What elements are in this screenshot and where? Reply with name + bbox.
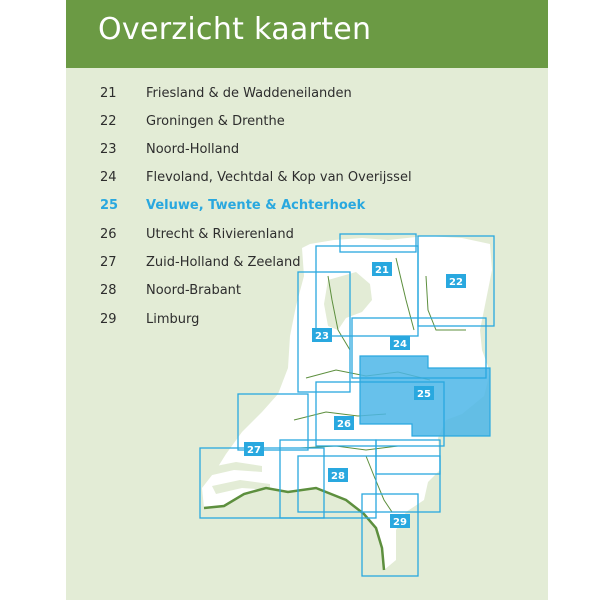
map-label-23: 23: [315, 331, 329, 342]
map-name: Flevoland, Vechtdal & Kop van Overijssel: [146, 170, 412, 185]
page-title: Overzicht kaarten: [98, 12, 372, 47]
map-number: 23: [100, 142, 117, 157]
map-label-28: 28: [331, 471, 345, 482]
map-number: 25: [100, 198, 119, 213]
map-number: 26: [100, 227, 117, 242]
map-label-26: 26: [337, 419, 351, 430]
map-label-22: 22: [449, 277, 463, 288]
map-label-24: 24: [393, 339, 407, 350]
map-number: 22: [100, 114, 117, 129]
map-number: 21: [100, 86, 117, 101]
map-name: Limburg: [146, 312, 200, 327]
map-name: Veluwe, Twente & Achterhoek: [146, 198, 366, 213]
map-label-21: 21: [375, 265, 389, 276]
map-name: Utrecht & Rivierenland: [146, 227, 294, 242]
map-number: 29: [100, 312, 117, 327]
map-name: Noord-Brabant: [146, 283, 242, 298]
map-label-27: 27: [247, 445, 261, 456]
map-label-29: 29: [393, 517, 407, 528]
map-name: Friesland & de Waddeneilanden: [146, 86, 352, 101]
index-map: [66, 0, 548, 600]
map-number: 28: [100, 283, 117, 298]
map-name: Zuid-Holland & Zeeland: [146, 255, 301, 270]
map-name: Noord-Holland: [146, 142, 240, 157]
overview-page: [66, 0, 548, 600]
map-number: 27: [100, 255, 117, 270]
map-label-25: 25: [417, 389, 431, 400]
map-number: 24: [100, 170, 117, 185]
map-name: Groningen & Drenthe: [146, 114, 285, 129]
